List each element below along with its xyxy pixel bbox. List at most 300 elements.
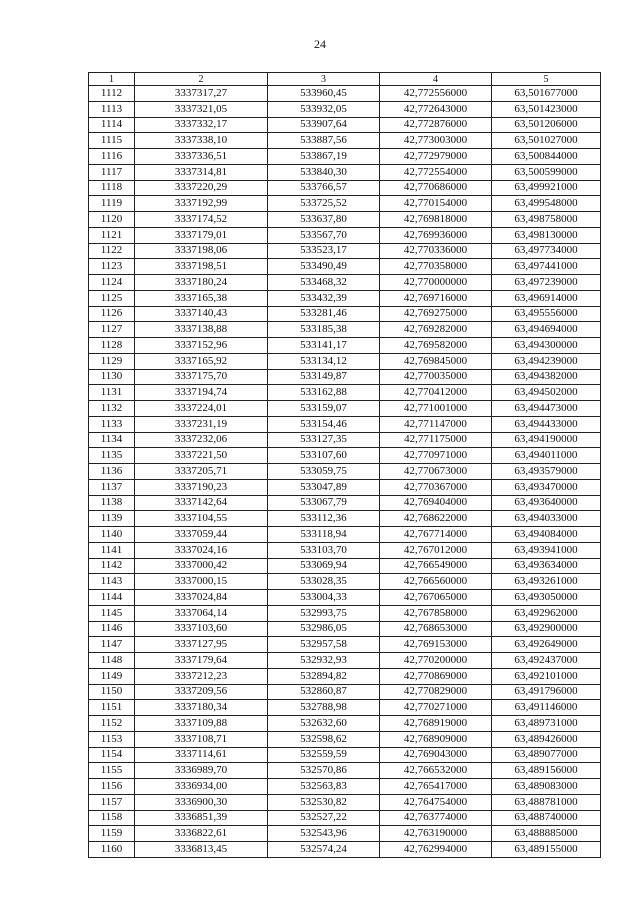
cell-x: 3337103,60 (135, 621, 268, 637)
cell-latitude: 42,768919000 (380, 716, 492, 732)
cell-latitude: 42,768909000 (380, 731, 492, 747)
table-row (89, 101, 601, 117)
cell-longitude: 63,500599000 (492, 164, 601, 180)
cell-y: 533141,17 (268, 338, 380, 354)
cell-y: 533159,07 (268, 401, 380, 417)
cell-y: 533490,49 (268, 259, 380, 275)
cell-point-number: 1146 (89, 621, 135, 637)
cell-x: 3337000,15 (135, 574, 268, 590)
cell-x: 3336900,30 (135, 794, 268, 810)
cell-point-number: 1159 (89, 826, 135, 842)
cell-x: 3337180,24 (135, 275, 268, 291)
cell-latitude: 42,769153000 (380, 637, 492, 653)
cell-latitude: 42,770271000 (380, 700, 492, 716)
cell-x: 3337221,50 (135, 448, 268, 464)
cell-x: 3337024,84 (135, 590, 268, 606)
cell-longitude: 63,497239000 (492, 275, 601, 291)
table-row (89, 731, 601, 747)
cell-point-number: 1121 (89, 227, 135, 243)
cell-y: 533766,57 (268, 180, 380, 196)
cell-latitude: 42,770200000 (380, 653, 492, 669)
cell-latitude: 42,770035000 (380, 369, 492, 385)
cell-longitude: 63,493634000 (492, 558, 601, 574)
cell-y: 533840,30 (268, 164, 380, 180)
table-row (89, 117, 601, 133)
cell-longitude: 63,494011000 (492, 448, 601, 464)
cell-point-number: 1157 (89, 794, 135, 810)
cell-latitude: 42,766560000 (380, 574, 492, 590)
table-row (89, 243, 601, 259)
table-row (89, 700, 601, 716)
cell-latitude: 42,769716000 (380, 290, 492, 306)
cell-point-number: 1155 (89, 763, 135, 779)
cell-x: 3337024,16 (135, 542, 268, 558)
table-row (89, 180, 601, 196)
table-row (89, 385, 601, 401)
cell-x: 3337142,64 (135, 495, 268, 511)
cell-x: 3337108,71 (135, 731, 268, 747)
cell-point-number: 1158 (89, 810, 135, 826)
cell-longitude: 63,493941000 (492, 542, 601, 558)
cell-y: 533154,46 (268, 416, 380, 432)
header-cell-x: 2 (135, 73, 268, 86)
cell-y: 532986,05 (268, 621, 380, 637)
cell-y: 533567,70 (268, 227, 380, 243)
cell-longitude: 63,499548000 (492, 196, 601, 212)
cell-point-number: 1138 (89, 495, 135, 511)
cell-y: 533107,60 (268, 448, 380, 464)
cell-point-number: 1134 (89, 432, 135, 448)
header-cell-y: 3 (268, 73, 380, 86)
cell-x: 3337174,52 (135, 212, 268, 228)
cell-x: 3337198,51 (135, 259, 268, 275)
cell-y: 533067,79 (268, 495, 380, 511)
cell-x: 3337152,96 (135, 338, 268, 354)
cell-latitude: 42,769582000 (380, 338, 492, 354)
cell-y: 533069,94 (268, 558, 380, 574)
cell-longitude: 63,489083000 (492, 779, 601, 795)
cell-latitude: 42,772876000 (380, 117, 492, 133)
cell-latitude: 42,769404000 (380, 495, 492, 511)
cell-x: 3337175,70 (135, 369, 268, 385)
cell-x: 3337194,74 (135, 385, 268, 401)
cell-point-number: 1118 (89, 180, 135, 196)
cell-longitude: 63,499921000 (492, 180, 601, 196)
cell-x: 3337109,88 (135, 716, 268, 732)
cell-x: 3337190,23 (135, 479, 268, 495)
cell-y: 533118,94 (268, 527, 380, 543)
cell-x: 3337165,92 (135, 353, 268, 369)
table-row (89, 842, 601, 858)
cell-point-number: 1131 (89, 385, 135, 401)
cell-longitude: 63,494502000 (492, 385, 601, 401)
cell-x: 3337059,44 (135, 527, 268, 543)
cell-longitude: 63,492962000 (492, 605, 601, 621)
cell-latitude: 42,765417000 (380, 779, 492, 795)
cell-latitude: 42,770869000 (380, 668, 492, 684)
cell-longitude: 63,488885000 (492, 826, 601, 842)
cell-latitude: 42,770336000 (380, 243, 492, 259)
cell-y: 533162,88 (268, 385, 380, 401)
table-row (89, 542, 601, 558)
cell-x: 3336822,61 (135, 826, 268, 842)
cell-x: 3337336,51 (135, 149, 268, 165)
cell-y: 532632,60 (268, 716, 380, 732)
cell-y: 533960,45 (268, 86, 380, 102)
cell-point-number: 1128 (89, 338, 135, 354)
cell-point-number: 1127 (89, 322, 135, 338)
cell-point-number: 1132 (89, 401, 135, 417)
cell-point-number: 1136 (89, 464, 135, 480)
cell-point-number: 1151 (89, 700, 135, 716)
table-row (89, 637, 601, 653)
cell-point-number: 1153 (89, 731, 135, 747)
cell-y: 532530,82 (268, 794, 380, 810)
cell-longitude: 63,501206000 (492, 117, 601, 133)
cell-point-number: 1120 (89, 212, 135, 228)
cell-x: 3337224,01 (135, 401, 268, 417)
cell-y: 533028,35 (268, 574, 380, 590)
cell-longitude: 63,489731000 (492, 716, 601, 732)
cell-longitude: 63,489077000 (492, 747, 601, 763)
cell-y: 533432,39 (268, 290, 380, 306)
cell-latitude: 42,767714000 (380, 527, 492, 543)
cell-point-number: 1125 (89, 290, 135, 306)
cell-latitude: 42,772556000 (380, 86, 492, 102)
cell-longitude: 63,500844000 (492, 149, 601, 165)
table-row (89, 716, 601, 732)
table-row (89, 401, 601, 417)
cell-longitude: 63,498130000 (492, 227, 601, 243)
cell-x: 3337332,17 (135, 117, 268, 133)
cell-x: 3337209,56 (135, 684, 268, 700)
cell-point-number: 1154 (89, 747, 135, 763)
cell-point-number: 1113 (89, 101, 135, 117)
table-row (89, 306, 601, 322)
cell-point-number: 1140 (89, 527, 135, 543)
cell-longitude: 63,494300000 (492, 338, 601, 354)
cell-point-number: 1123 (89, 259, 135, 275)
cell-longitude: 63,492900000 (492, 621, 601, 637)
cell-latitude: 42,770412000 (380, 385, 492, 401)
cell-y: 533134,12 (268, 353, 380, 369)
cell-x: 3337321,05 (135, 101, 268, 117)
table-row (89, 416, 601, 432)
cell-longitude: 63,494190000 (492, 432, 601, 448)
cell-latitude: 42,763190000 (380, 826, 492, 842)
cell-latitude: 42,770000000 (380, 275, 492, 291)
table-row (89, 149, 601, 165)
cell-y: 532559,59 (268, 747, 380, 763)
cell-latitude: 42,767012000 (380, 542, 492, 558)
cell-point-number: 1152 (89, 716, 135, 732)
cell-point-number: 1147 (89, 637, 135, 653)
cell-x: 3337138,88 (135, 322, 268, 338)
table-row (89, 353, 601, 369)
cell-y: 532598,62 (268, 731, 380, 747)
cell-y: 533887,56 (268, 133, 380, 149)
table-row (89, 464, 601, 480)
cell-point-number: 1112 (89, 86, 135, 102)
cell-y: 532563,83 (268, 779, 380, 795)
cell-longitude: 63,488740000 (492, 810, 601, 826)
cell-latitude: 42,769275000 (380, 306, 492, 322)
cell-x: 3337000,42 (135, 558, 268, 574)
header-cell-longitude: 5 (492, 73, 601, 86)
cell-latitude: 42,762994000 (380, 842, 492, 858)
table-row (89, 196, 601, 212)
cell-longitude: 63,501027000 (492, 133, 601, 149)
cell-y: 533637,80 (268, 212, 380, 228)
cell-longitude: 63,492101000 (492, 668, 601, 684)
cell-y: 533149,87 (268, 369, 380, 385)
table-row (89, 826, 601, 842)
header-cell-point-number: 1 (89, 73, 135, 86)
cell-latitude: 42,769936000 (380, 227, 492, 243)
cell-y: 533867,19 (268, 149, 380, 165)
cell-latitude: 42,763774000 (380, 810, 492, 826)
cell-y: 532527,22 (268, 810, 380, 826)
cell-point-number: 1115 (89, 133, 135, 149)
table-row (89, 605, 601, 621)
cell-latitude: 42,769282000 (380, 322, 492, 338)
table-row (89, 574, 601, 590)
table-row (89, 747, 601, 763)
cell-longitude: 63,494239000 (492, 353, 601, 369)
cell-latitude: 42,769043000 (380, 747, 492, 763)
cell-point-number: 1122 (89, 243, 135, 259)
cell-latitude: 42,771001000 (380, 401, 492, 417)
cell-latitude: 42,770367000 (380, 479, 492, 495)
cell-point-number: 1141 (89, 542, 135, 558)
cell-x: 3337179,64 (135, 653, 268, 669)
table-row (89, 259, 601, 275)
cell-point-number: 1143 (89, 574, 135, 590)
cell-longitude: 63,498758000 (492, 212, 601, 228)
cell-latitude: 42,772554000 (380, 164, 492, 180)
cell-x: 3337179,01 (135, 227, 268, 243)
cell-y: 533281,46 (268, 306, 380, 322)
cell-latitude: 42,770686000 (380, 180, 492, 196)
cell-longitude: 63,494084000 (492, 527, 601, 543)
cell-x: 3337314,81 (135, 164, 268, 180)
cell-y: 533907,64 (268, 117, 380, 133)
cell-latitude: 42,771175000 (380, 432, 492, 448)
cell-point-number: 1139 (89, 511, 135, 527)
table-row (89, 558, 601, 574)
cell-longitude: 63,493579000 (492, 464, 601, 480)
cell-point-number: 1133 (89, 416, 135, 432)
cell-longitude: 63,493261000 (492, 574, 601, 590)
header-row (89, 73, 601, 86)
cell-latitude: 42,770154000 (380, 196, 492, 212)
table-row (89, 763, 601, 779)
table-row (89, 590, 601, 606)
cell-point-number: 1150 (89, 684, 135, 700)
cell-latitude: 42,770673000 (380, 464, 492, 480)
table-row (89, 322, 601, 338)
cell-longitude: 63,497441000 (492, 259, 601, 275)
cell-longitude: 63,489426000 (492, 731, 601, 747)
table-row (89, 369, 601, 385)
cell-latitude: 42,767065000 (380, 590, 492, 606)
cell-x: 3337104,55 (135, 511, 268, 527)
cell-x: 3337165,38 (135, 290, 268, 306)
cell-point-number: 1117 (89, 164, 135, 180)
cell-longitude: 63,492437000 (492, 653, 601, 669)
cell-y: 533468,32 (268, 275, 380, 291)
table-row (89, 164, 601, 180)
cell-x: 3336989,70 (135, 763, 268, 779)
cell-longitude: 63,494033000 (492, 511, 601, 527)
cell-x: 3337180,34 (135, 700, 268, 716)
cell-point-number: 1135 (89, 448, 135, 464)
cell-y: 532543,96 (268, 826, 380, 842)
cell-y: 533725,52 (268, 196, 380, 212)
header-cell-latitude: 4 (380, 73, 492, 86)
cell-latitude: 42,766549000 (380, 558, 492, 574)
cell-longitude: 63,494473000 (492, 401, 601, 417)
cell-longitude: 63,501677000 (492, 86, 601, 102)
table-row (89, 527, 601, 543)
cell-longitude: 63,489156000 (492, 763, 601, 779)
table-row (89, 212, 601, 228)
cell-longitude: 63,492649000 (492, 637, 601, 653)
cell-point-number: 1116 (89, 149, 135, 165)
cell-x: 3337232,06 (135, 432, 268, 448)
cell-x: 3337127,95 (135, 637, 268, 653)
cell-x: 3337220,29 (135, 180, 268, 196)
cell-latitude: 42,770358000 (380, 259, 492, 275)
table-row (89, 668, 601, 684)
cell-y: 532932,93 (268, 653, 380, 669)
cell-latitude: 42,772979000 (380, 149, 492, 165)
cell-latitude: 42,769845000 (380, 353, 492, 369)
cell-latitude: 42,771147000 (380, 416, 492, 432)
cell-y: 533523,17 (268, 243, 380, 259)
cell-point-number: 1142 (89, 558, 135, 574)
cell-longitude: 63,501423000 (492, 101, 601, 117)
cell-longitude: 63,493640000 (492, 495, 601, 511)
coordinates-table (88, 72, 601, 858)
cell-x: 3337317,27 (135, 86, 268, 102)
cell-point-number: 1129 (89, 353, 135, 369)
cell-y: 533047,89 (268, 479, 380, 495)
cell-x: 3337212,23 (135, 668, 268, 684)
cell-y: 532570,86 (268, 763, 380, 779)
cell-point-number: 1148 (89, 653, 135, 669)
cell-latitude: 42,772643000 (380, 101, 492, 117)
cell-y: 532788,98 (268, 700, 380, 716)
cell-longitude: 63,494433000 (492, 416, 601, 432)
cell-longitude: 63,494382000 (492, 369, 601, 385)
cell-longitude: 63,493470000 (492, 479, 601, 495)
cell-longitude: 63,496914000 (492, 290, 601, 306)
cell-y: 533185,38 (268, 322, 380, 338)
cell-y: 533059,75 (268, 464, 380, 480)
cell-latitude: 42,764754000 (380, 794, 492, 810)
cell-longitude: 63,491796000 (492, 684, 601, 700)
cell-point-number: 1119 (89, 196, 135, 212)
table-row (89, 133, 601, 149)
cell-point-number: 1145 (89, 605, 135, 621)
cell-latitude: 42,768653000 (380, 621, 492, 637)
cell-longitude: 63,493050000 (492, 590, 601, 606)
cell-longitude: 63,494694000 (492, 322, 601, 338)
table-row (89, 794, 601, 810)
table-row (89, 432, 601, 448)
cell-x: 3337140,43 (135, 306, 268, 322)
cell-x: 3336934,00 (135, 779, 268, 795)
cell-point-number: 1130 (89, 369, 135, 385)
table-row (89, 621, 601, 637)
cell-x: 3337192,99 (135, 196, 268, 212)
cell-longitude: 63,495556000 (492, 306, 601, 322)
table-row (89, 448, 601, 464)
cell-longitude: 63,488781000 (492, 794, 601, 810)
cell-point-number: 1149 (89, 668, 135, 684)
cell-latitude: 42,767858000 (380, 605, 492, 621)
cell-point-number: 1126 (89, 306, 135, 322)
cell-point-number: 1144 (89, 590, 135, 606)
table-row (89, 511, 601, 527)
table-row (89, 810, 601, 826)
cell-y: 533127,35 (268, 432, 380, 448)
cell-y: 532894,82 (268, 668, 380, 684)
table-row (89, 86, 601, 102)
cell-x: 3337064,14 (135, 605, 268, 621)
cell-latitude: 42,773003000 (380, 133, 492, 149)
cell-y: 532993,75 (268, 605, 380, 621)
table-row (89, 779, 601, 795)
cell-x: 3337231,19 (135, 416, 268, 432)
table-row (89, 684, 601, 700)
cell-y: 533103,70 (268, 542, 380, 558)
cell-longitude: 63,489155000 (492, 842, 601, 858)
table-row (89, 495, 601, 511)
table-body (89, 86, 601, 858)
cell-y: 532957,58 (268, 637, 380, 653)
table-row (89, 290, 601, 306)
cell-latitude: 42,770971000 (380, 448, 492, 464)
table-row (89, 275, 601, 291)
table-row (89, 227, 601, 243)
cell-y: 533932,05 (268, 101, 380, 117)
cell-longitude: 63,491146000 (492, 700, 601, 716)
table-row (89, 479, 601, 495)
cell-x: 3337114,61 (135, 747, 268, 763)
cell-x: 3337205,71 (135, 464, 268, 480)
cell-latitude: 42,768622000 (380, 511, 492, 527)
cell-y: 532860,87 (268, 684, 380, 700)
cell-x: 3337198,06 (135, 243, 268, 259)
cell-latitude: 42,766532000 (380, 763, 492, 779)
cell-point-number: 1156 (89, 779, 135, 795)
cell-latitude: 42,769818000 (380, 212, 492, 228)
cell-point-number: 1114 (89, 117, 135, 133)
table-header (89, 73, 601, 86)
cell-latitude: 42,770829000 (380, 684, 492, 700)
cell-y: 533112,36 (268, 511, 380, 527)
cell-y: 532574,24 (268, 842, 380, 858)
page-number: 24 (314, 37, 326, 51)
cell-x: 3336851,39 (135, 810, 268, 826)
cell-point-number: 1124 (89, 275, 135, 291)
cell-point-number: 1137 (89, 479, 135, 495)
table-row (89, 338, 601, 354)
cell-y: 533004,33 (268, 590, 380, 606)
cell-point-number: 1160 (89, 842, 135, 858)
